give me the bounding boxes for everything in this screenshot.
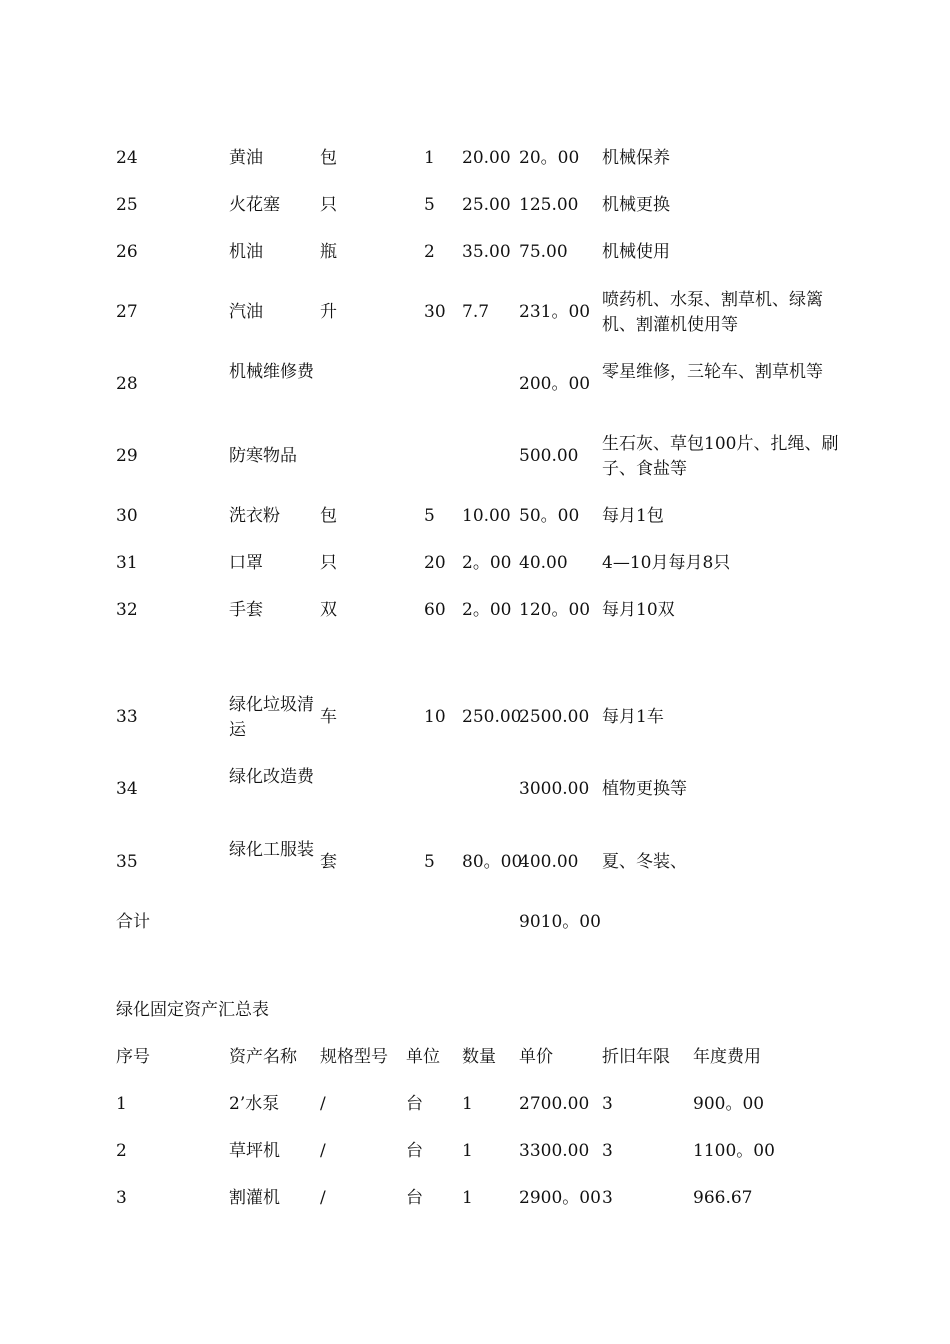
row-number: 35 [116,852,138,872]
row-number: 26 [116,242,138,262]
asset-quantity: 1 [462,1141,473,1161]
row-number: 31 [116,553,138,573]
asset-unit: 台 [406,1094,423,1114]
item-note: 4—10月每月8只 [602,553,731,573]
row-number: 30 [116,506,138,526]
asset-depreciation-years: 3 [602,1188,613,1208]
asset-unit: 台 [406,1141,423,1161]
item-unit-price: 250.00 [462,707,522,727]
item-amount: 40.00 [519,553,568,573]
item-note: 机械更换 [602,195,670,215]
row-number: 33 [116,707,138,727]
item-unit: 车 [320,707,337,727]
asset-spec: / [320,1188,326,1208]
item-amount: 125.00 [519,195,579,215]
item-note: 机械使用 [602,242,670,262]
item-amount: 75.00 [519,242,568,262]
item-unit: 升 [320,302,337,322]
item-unit-price: 2。00 [462,553,512,573]
item-amount: 500.00 [519,446,579,466]
item-name: 防寒物品 [229,446,297,466]
item-quantity: 10 [424,707,446,727]
asset-number: 2 [116,1141,127,1161]
column-header: 规格型号 [320,1047,388,1067]
item-amount: 20。00 [519,148,580,168]
item-unit: 包 [320,148,337,168]
row-number: 24 [116,148,138,168]
item-name: 洗衣粉 [229,506,280,526]
item-quantity: 5 [424,506,435,526]
asset-name: 2’水泵 [229,1094,280,1114]
item-note: 夏、冬装、 [602,852,687,872]
column-header: 单价 [519,1047,553,1067]
item-amount: 50。00 [519,506,580,526]
item-name: 绿化改造费 [229,767,314,787]
column-header: 年度费用 [693,1047,761,1067]
row-number: 25 [116,195,138,215]
item-note: 零星维修，三轮车、割草机等 [602,362,823,382]
item-note: 每月1包 [602,506,664,526]
item-quantity: 1 [424,148,435,168]
item-name: 手套 [229,600,263,620]
item-unit: 包 [320,506,337,526]
asset-unit-price: 2900。00 [519,1188,601,1208]
item-note: 生石灰、草包100片、扎绳、刷子、食盐等 [602,434,839,479]
item-note: 植物更换等 [602,779,687,799]
asset-unit: 台 [406,1188,423,1208]
row-number: 34 [116,779,138,799]
item-unit: 只 [320,553,337,573]
item-note: 喷药机、水泵、割草机、绿篱机、割灌机使用等 [602,290,823,335]
row-number: 29 [116,446,138,466]
item-amount: 3000.00 [519,779,590,799]
asset-quantity: 1 [462,1094,473,1114]
asset-depreciation-years: 3 [602,1141,613,1161]
column-header: 资产名称 [229,1047,297,1067]
item-name: 绿化工服装 [229,840,314,860]
item-unit-price: 10.00 [462,506,511,526]
asset-number: 3 [116,1188,127,1208]
asset-number: 1 [116,1094,127,1114]
item-unit: 双 [320,600,337,620]
item-unit: 瓶 [320,242,337,262]
item-amount: 2500.00 [519,707,590,727]
item-name: 黄油 [229,148,263,168]
item-name: 绿化垃圾清运 [229,695,314,740]
asset-spec: / [320,1094,326,1114]
item-note: 每月1车 [602,707,664,727]
item-quantity: 5 [424,852,435,872]
item-quantity: 30 [424,302,446,322]
item-name: 机油 [229,242,263,262]
column-header: 数量 [462,1047,496,1067]
column-header: 序号 [116,1047,150,1067]
row-number: 28 [116,374,138,394]
asset-depreciation-years: 3 [602,1094,613,1114]
column-header: 折旧年限 [602,1047,670,1067]
asset-unit-price: 3300.00 [519,1141,590,1161]
item-quantity: 5 [424,195,435,215]
total-label: 合计 [116,912,150,932]
asset-quantity: 1 [462,1188,473,1208]
item-unit-price: 2。00 [462,600,512,620]
item-name: 机械维修费 [229,362,314,382]
item-quantity: 2 [424,242,435,262]
item-quantity: 20 [424,553,446,573]
item-amount: 200。00 [519,374,591,394]
item-quantity: 60 [424,600,446,620]
asset-unit-price: 2700.00 [519,1094,590,1114]
item-unit: 套 [320,852,337,872]
item-name: 火花塞 [229,195,280,215]
item-amount: 400.00 [519,852,579,872]
item-name: 汽油 [229,302,263,322]
column-header: 单位 [406,1047,440,1067]
item-amount: 120。00 [519,600,591,620]
asset-annual-cost: 1100。00 [693,1141,775,1161]
total-amount: 9010。00 [519,912,601,932]
asset-annual-cost: 966.67 [693,1188,753,1208]
row-number: 32 [116,600,138,620]
item-unit-price: 35.00 [462,242,511,262]
asset-name: 割灌机 [229,1188,280,1208]
item-unit-price: 7.7 [462,302,490,322]
asset-annual-cost: 900。00 [693,1094,765,1114]
item-name: 口罩 [229,553,263,573]
item-note: 机械保养 [602,148,670,168]
asset-spec: / [320,1141,326,1161]
section-title: 绿化固定资产汇总表 [116,1000,269,1020]
item-unit-price: 20.00 [462,148,511,168]
item-unit: 只 [320,195,337,215]
item-note: 每月10双 [602,600,675,620]
item-unit-price: 25.00 [462,195,511,215]
item-unit-price: 80。00 [462,852,523,872]
row-number: 27 [116,302,138,322]
asset-name: 草坪机 [229,1141,280,1161]
item-amount: 231。00 [519,302,591,322]
